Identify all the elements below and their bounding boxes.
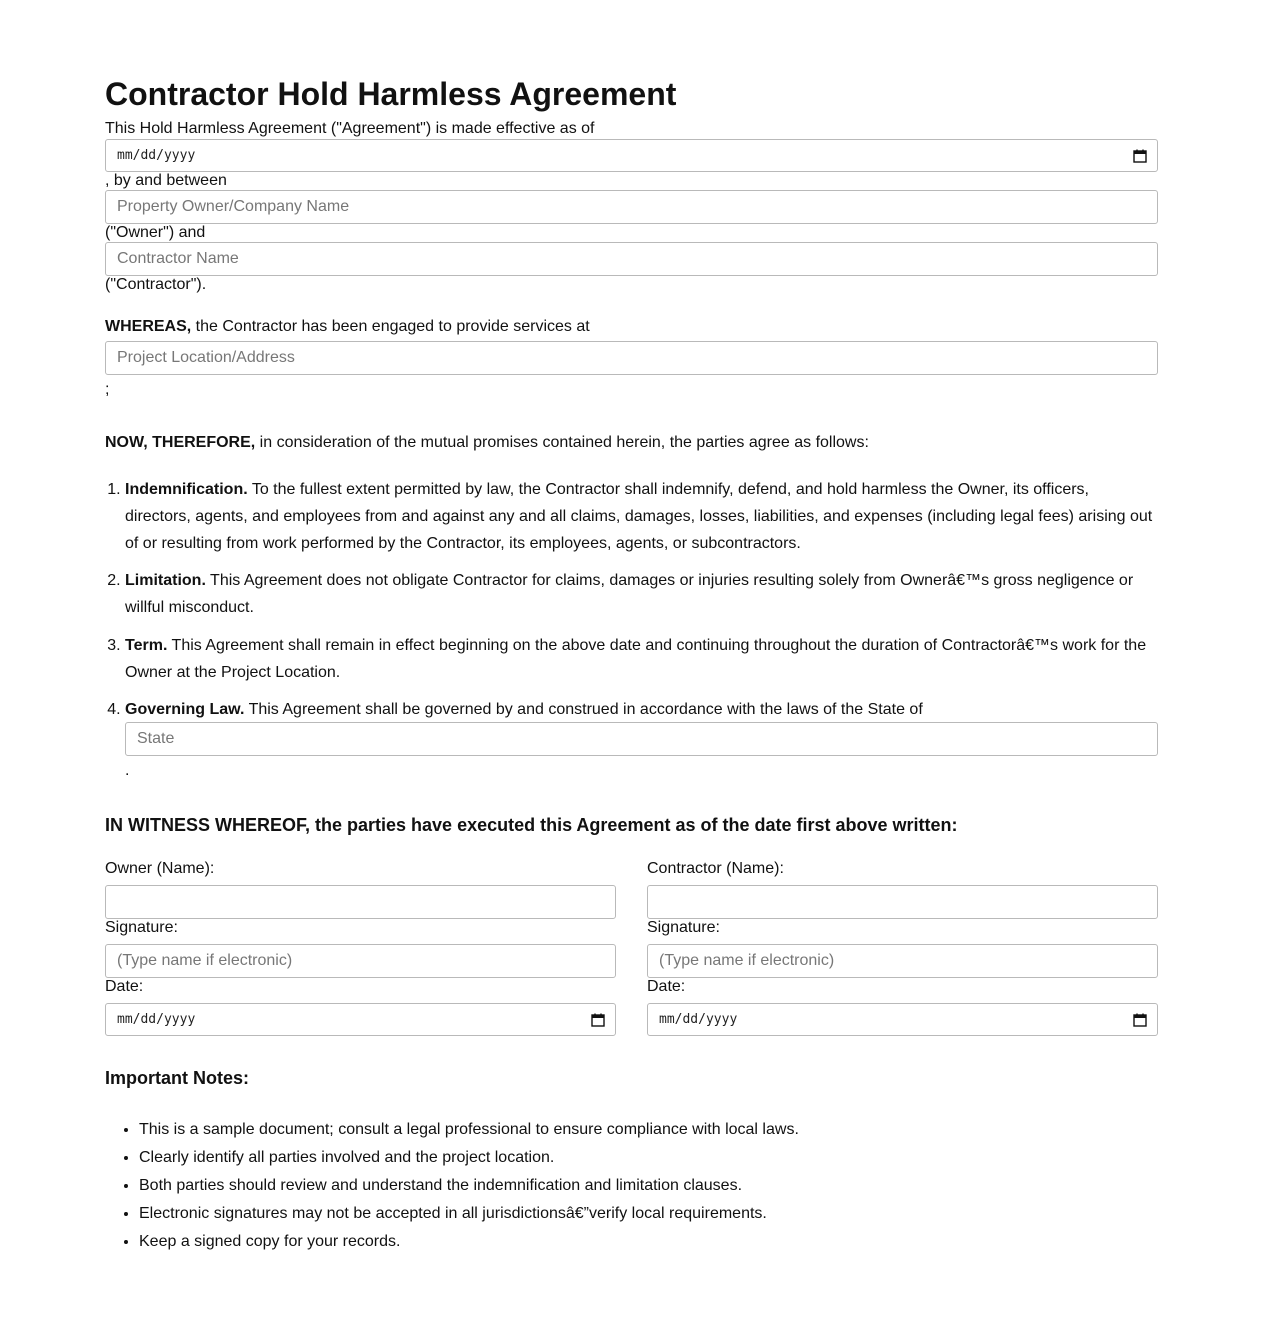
- owner-name-input[interactable]: [105, 885, 616, 919]
- term-text: This Agreement does not obligate Contractor for claims, damages or injuries resulting solely from Ownerâ€™s gross negligence or willful misconduct.: [125, 572, 1134, 616]
- whereas-paragraph: [105, 317, 590, 337]
- term-title: Term.: [125, 637, 168, 654]
- note-item: • Electronic signatures may not be accepted in all jurisdictionsâ€”verify local requirements.: [139, 1200, 799, 1228]
- note-item: • This is a sample document; consult a legal professional to ensure compliance with local laws.: [139, 1116, 799, 1144]
- notes-heading: Important Notes:: [105, 1068, 249, 1088]
- contractor-name-input[interactable]: [105, 242, 1158, 276]
- intro-text-effective: This Hold Harmless Agreement ("Agreement") is made effective as of: [105, 120, 595, 137]
- term-governing-law: [125, 696, 1158, 723]
- calendar-icon[interactable]: [1133, 1013, 1147, 1027]
- notes-list: [105, 1116, 799, 1256]
- whereas-text: the Contractor has been engaged to provide services at: [191, 318, 590, 335]
- term-text: To the fullest extent permitted by law, the Contractor shall indemnify, defend, and hold harmless the Owner, its officers, directors, agents, and employees from and against any and all claims, damages, losses, liabilities, and expenses (including legal fees) arising out of or resulting from work performed by the Contractor, its employees, agents, or subcontractors.: [125, 481, 1153, 552]
- term-title: Indemnification.: [125, 481, 248, 498]
- effective-date-input[interactable]: [105, 139, 1158, 172]
- contractor-date-placeholder: mm/dd/yyyy: [659, 1012, 738, 1027]
- owner-date-input[interactable]: [105, 1003, 616, 1036]
- owner-company-name-input[interactable]: [105, 190, 1158, 224]
- contractor-date-input[interactable]: [647, 1003, 1158, 1036]
- page-title: Contractor Hold Harmless Agreement: [105, 76, 677, 112]
- now-therefore-paragraph: [105, 433, 869, 453]
- now-therefore-bold: NOW, THEREFORE,: [105, 434, 256, 451]
- term-title: Governing Law.: [125, 701, 245, 718]
- effective-date-placeholder: mm/dd/yyyy: [117, 148, 196, 163]
- now-therefore-text: in consideration of the mutual promises contained herein, the parties agree as follows:: [255, 434, 869, 451]
- term-indemnification: [125, 476, 1158, 567]
- note-item: • Keep a signed copy for your records.: [139, 1228, 799, 1256]
- whereas-bold: WHEREAS,: [105, 318, 192, 335]
- term-limitation: [125, 567, 1158, 632]
- governing-law-end: .: [125, 762, 130, 779]
- state-input[interactable]: [125, 722, 1158, 756]
- term-text: This Agreement shall be governed by and construed in accordance with the laws of the State of: [244, 701, 923, 718]
- contractor-witness-name-input[interactable]: [647, 885, 1158, 919]
- contractor-signature-input[interactable]: [647, 944, 1158, 978]
- term-term: [125, 632, 1158, 696]
- intro-text-by-between: , by and between: [105, 172, 227, 189]
- owner-name-label: Owner (Name):: [105, 860, 215, 877]
- contractor-name-label: Contractor (Name):: [647, 860, 784, 877]
- intro-text-contractor: ("Contractor").: [105, 276, 207, 293]
- calendar-icon[interactable]: [1133, 149, 1147, 163]
- intro-text-owner-and: ("Owner") and: [105, 224, 206, 241]
- witness-heading: IN WITNESS WHEREOF, the parties have executed this Agreement as of the date first above written:: [105, 815, 958, 835]
- terms-list: [105, 476, 1158, 723]
- owner-signature-input[interactable]: [105, 944, 616, 978]
- calendar-icon[interactable]: [591, 1013, 605, 1027]
- note-item: • Clearly identify all parties involved and the project location.: [139, 1144, 799, 1172]
- owner-date-label: Date:: [105, 978, 144, 995]
- owner-signature-label: Signature:: [105, 919, 178, 936]
- term-text: This Agreement shall remain in effect beginning on the above date and continuing throughout the duration of Contractorâ€™s work for the Owner at the Project Location.: [125, 637, 1147, 681]
- contractor-signature-label: Signature:: [647, 919, 720, 936]
- project-location-input[interactable]: [105, 341, 1158, 375]
- term-title: Limitation.: [125, 572, 206, 589]
- owner-date-placeholder: mm/dd/yyyy: [117, 1012, 196, 1027]
- contractor-date-label: Date:: [647, 978, 686, 995]
- note-item: • Both parties should review and understand the indemnification and limitation clauses.: [139, 1172, 799, 1200]
- whereas-end: ;: [105, 381, 110, 398]
